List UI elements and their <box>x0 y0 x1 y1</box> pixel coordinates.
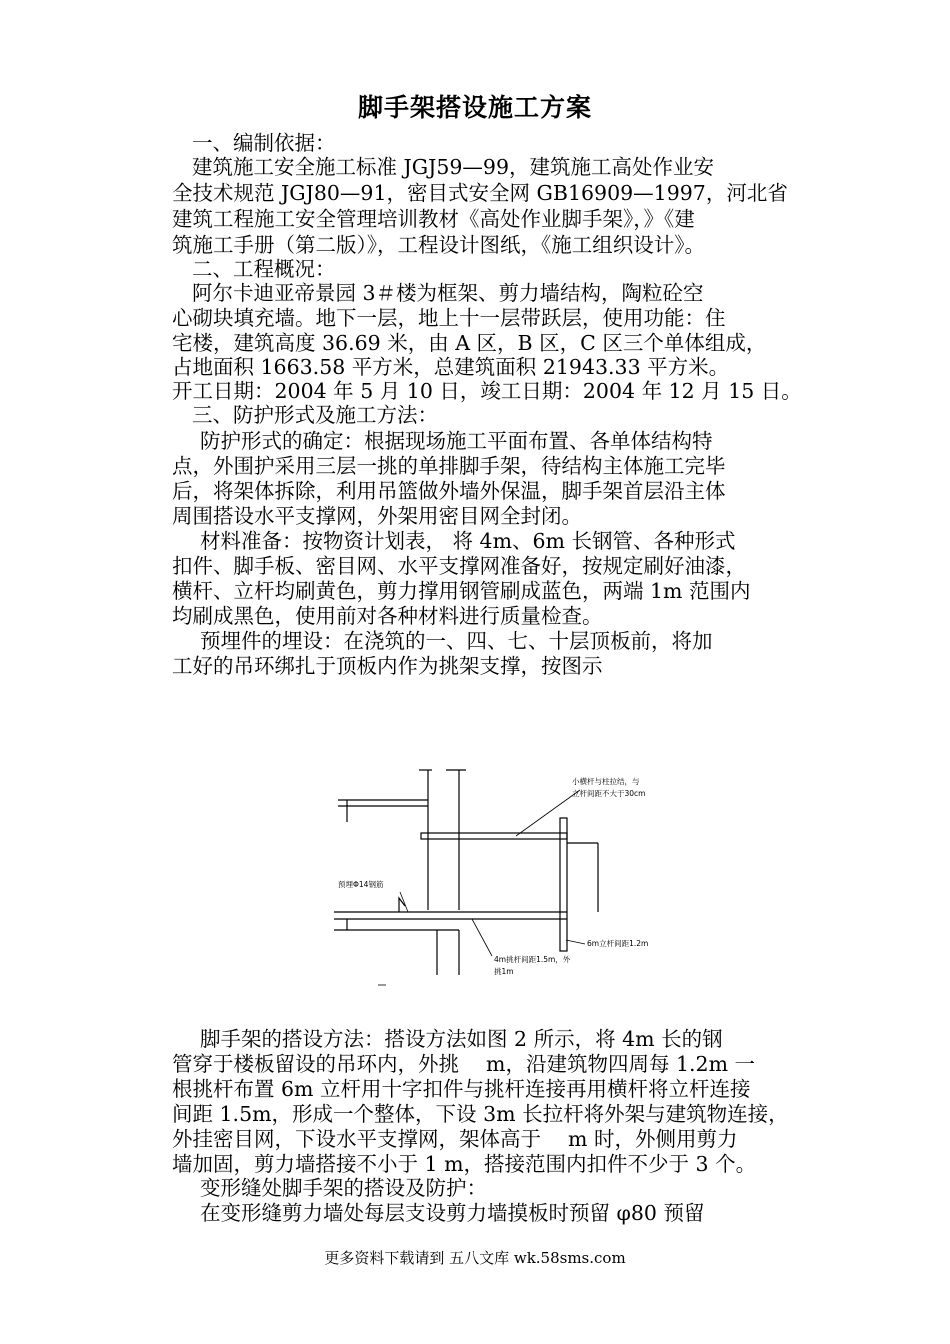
text-line: 根挑杆布置 6m 立杆用十字扣件与挑杆连接再用横杆将立杆连接 <box>172 1077 751 1101</box>
text-line: 三、防护形式及施工方法： <box>192 403 438 427</box>
text-line: 建筑工程施工安全管理培训教材《高处作业脚手架》，》《建 <box>172 207 695 231</box>
text-line: 点，外围护采用三层一挑的单排脚手架，待结构主体施工完毕 <box>172 454 726 478</box>
text-line: 变形缝处脚手架的搭设及防护： <box>200 1176 487 1200</box>
text-line: 阿尔卡迪亚帝景园 3＃楼为框架、剪力墙结构，陶粒砼空 <box>192 281 704 305</box>
rebar-hook <box>399 898 405 912</box>
scaffold-diagram <box>318 765 678 995</box>
label-upright-pole: 6m立杆间距1.2m <box>587 939 649 948</box>
text-line: 在变形缝剪力墙处每层支设剪力墙摸板时预留 φ80 预留 <box>200 1201 705 1225</box>
text-line: 筑施工手册（第二版）》，工程设计图纸，《施工组织设计》。 <box>172 233 705 257</box>
text-line: 预埋件的埋设：在浇筑的一、四、七、十层顶板前，将加 <box>200 629 713 653</box>
label-cantilever-1: 4m挑杆间距1.5m，外 <box>494 955 571 964</box>
text-line: 全技术规范 JGJ80—91，密目式安全网 GB16909—1997，河北省 <box>172 181 788 205</box>
text-line: 宅楼，建筑高度 36.69 米，由 A 区，B 区，C 区三个单体组成， <box>172 331 767 355</box>
text-line: 材料准备：按物资计划表， 将 4m、6m 长钢管、各种形式 <box>200 529 736 553</box>
text-line: 二、工程概况： <box>192 257 336 281</box>
label-cantilever-2: 挑1m <box>494 967 514 976</box>
text-line: 一、编制依据： <box>192 131 336 155</box>
text-line: 墙加固，剪力墙搭接不小于 1 m，搭接范围内扣件不少于 3 个。 <box>172 1152 757 1176</box>
small-transom <box>421 833 567 839</box>
leader-line <box>472 919 492 956</box>
text-line: 间距 1.5m，形成一个整体，下设 3m 长拉杆将外架与建筑物连接， <box>172 1102 789 1126</box>
page-title: 脚手架搭设施工方案 <box>357 93 592 122</box>
label-small-transom-1: 小横杆与柱拉结，与 <box>572 777 640 786</box>
text-line: 横杆、立杆均刷黄色，剪力撑用钢管刷成蓝色，两端 1m 范围内 <box>172 579 751 603</box>
text-line: 扣件、脚手板、密目网、水平支撑网准备好，按规定刷好油漆， <box>172 554 746 578</box>
text-line: 心砌块填充墙。地下一层，地上十一层带跃层，使用功能：住 <box>172 306 726 330</box>
text-line: 周围搭设水平支撑网，外架用密目网全封闭。 <box>172 504 582 528</box>
text-line: 外挂密目网，下设水平支撑网，架体高于 m 时，外侧用剪力 <box>172 1127 738 1151</box>
text-line: 建筑施工安全施工标准 JGJ59—99，建筑施工高处作业安 <box>192 155 714 179</box>
leader-line <box>400 892 408 912</box>
label-rebar: 预埋Φ14钢筋 <box>338 880 384 889</box>
upright-pole <box>560 818 567 951</box>
text-line: 均刷成黑色，使用前对各种材料进行质量检查。 <box>172 604 603 628</box>
leader-line <box>566 940 585 944</box>
text-line: 防护形式的确定：根据现场施工平面布置、各单体结构特 <box>200 429 713 453</box>
text-line: 占地面积 1663.58 平方米，总建筑面积 21943.33 平方米。 <box>172 355 730 379</box>
text-line: 管穿于楼板留设的吊环内，外挑 m，沿建筑物四周每 1.2m 一 <box>172 1052 756 1076</box>
footer-link[interactable]: 更多资料下载请到 五八文库 wk.58sms.com <box>324 1249 626 1267</box>
text-line: 工好的吊环绑扎于顶板内作为挑架支撑，按图示 <box>172 654 603 678</box>
text-line: 脚手架的搭设方法：搭设方法如图 2 所示，将 4m 长的钢 <box>200 1027 723 1051</box>
leader-line <box>516 790 580 836</box>
text-line: 后，将架体拆除，利用吊篮做外墙外保温，脚手架首层沿主体 <box>172 479 726 503</box>
label-small-transom-2: 立杆间距不大于30cm <box>572 789 646 798</box>
text-line: 开工日期：2004 年 5 月 10 日，竣工日期：2004 年 12 月 15 日。 <box>172 379 802 403</box>
